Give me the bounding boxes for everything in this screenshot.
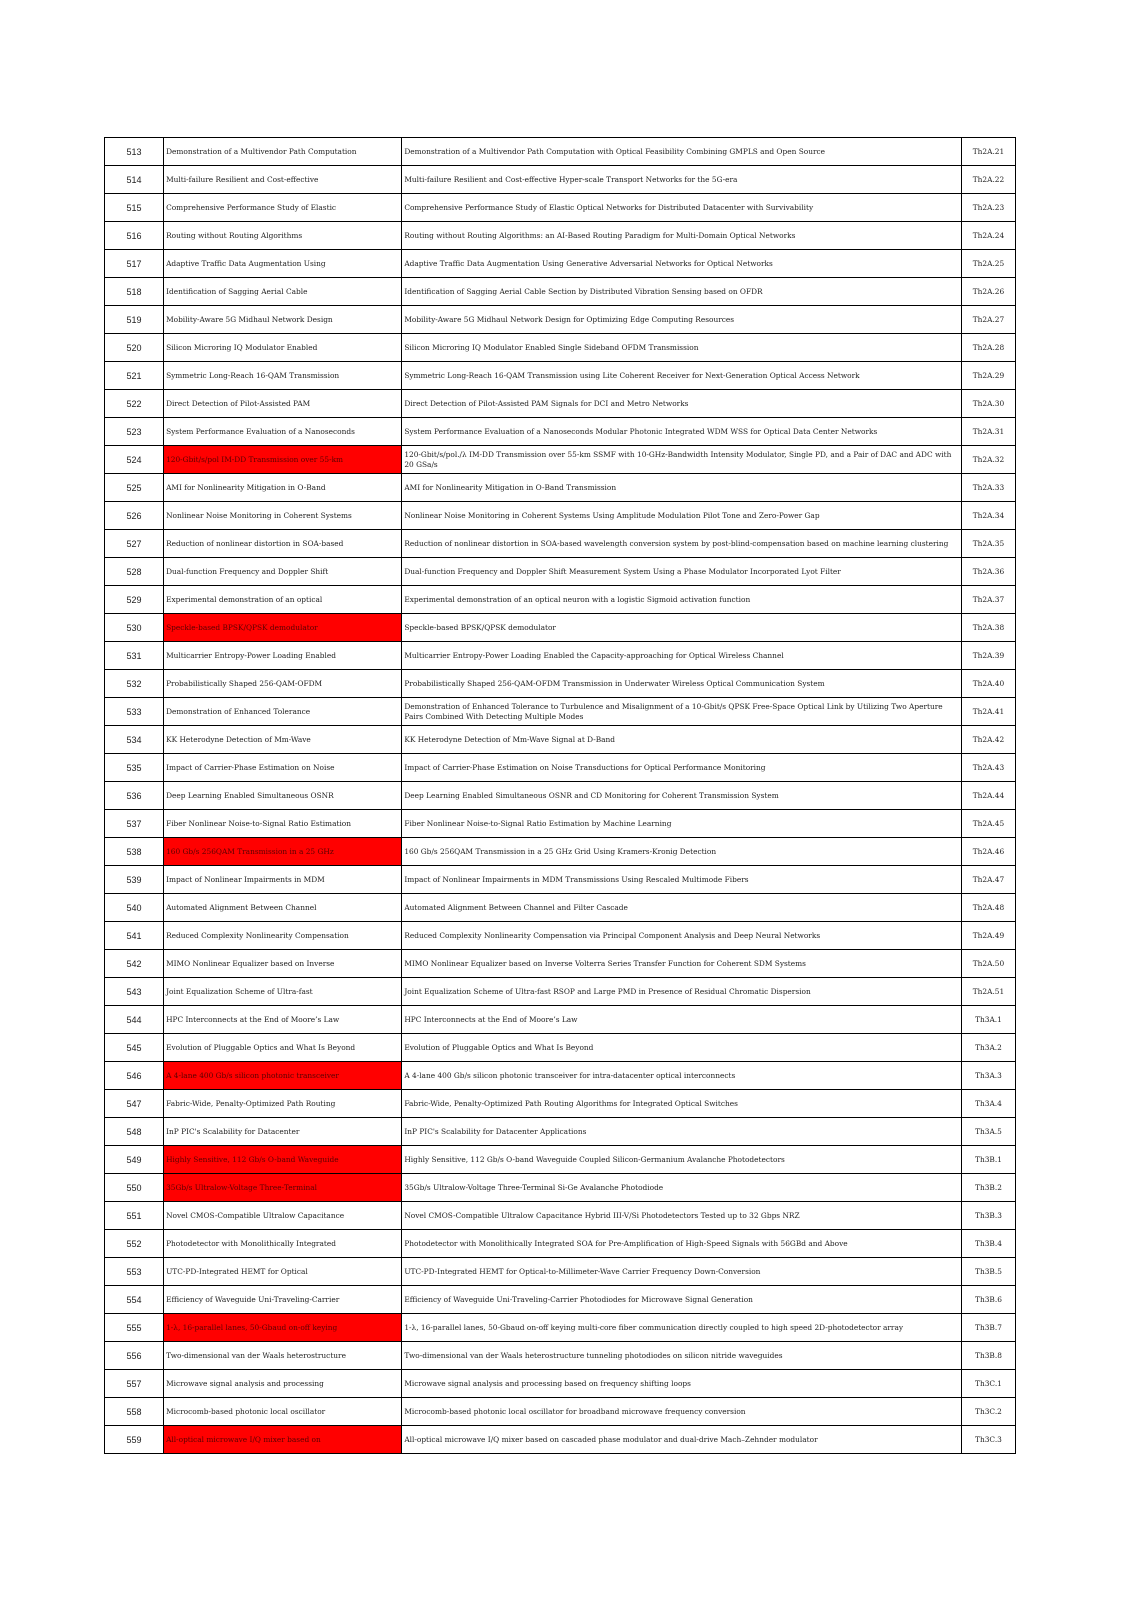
table-row xyxy=(105,1118,1016,1146)
table-row xyxy=(105,418,1016,446)
session-code-cell: Th3A.2 xyxy=(961,1034,1015,1062)
full-title-cell: Efficiency of Waveguide Uni-Traveling-Carrier Photodiodes for Microwave Signal Generation xyxy=(402,1286,962,1314)
short-title-cell: Comprehensive Performance Study of Elastic xyxy=(164,194,402,222)
table-row xyxy=(105,1426,1016,1454)
table-row xyxy=(105,474,1016,502)
row-number-cell: 520 xyxy=(105,334,164,362)
row-number-cell: 556 xyxy=(105,1342,164,1370)
short-title-cell: Identification of Sagging Aerial Cable xyxy=(164,278,402,306)
row-number-cell: 530 xyxy=(105,614,164,642)
row-number-cell: 549 xyxy=(105,1146,164,1174)
full-title-cell: 35Gb/s Ultralow-Voltage Three-Terminal Si-Ge Avalanche Photodiode xyxy=(402,1174,962,1202)
row-number-cell: 557 xyxy=(105,1370,164,1398)
session-code-cell: Th3B.1 xyxy=(961,1146,1015,1174)
session-code-cell: Th2A.44 xyxy=(961,782,1015,810)
table-row xyxy=(105,754,1016,782)
table-row xyxy=(105,362,1016,390)
short-title-cell: Dual-function Frequency and Doppler Shift xyxy=(164,558,402,586)
session-code-cell: Th2A.35 xyxy=(961,530,1015,558)
full-title-cell: Photodetector with Monolithically Integrated SOA for Pre-Amplification of High-Speed Signals with 56GBd and Above xyxy=(402,1230,962,1258)
session-code-cell: Th2A.36 xyxy=(961,558,1015,586)
short-title-cell: Efficiency of Waveguide Uni-Traveling-Carrier xyxy=(164,1286,402,1314)
table-row xyxy=(105,782,1016,810)
full-title-cell: Evolution of Pluggable Optics and What Is Beyond xyxy=(402,1034,962,1062)
table-row xyxy=(105,614,1016,642)
session-code-cell: Th2A.34 xyxy=(961,502,1015,530)
row-number-cell: 539 xyxy=(105,866,164,894)
row-number-cell: 527 xyxy=(105,530,164,558)
short-title-cell: Routing without Routing Algorithms xyxy=(164,222,402,250)
session-code-cell: Th2A.23 xyxy=(961,194,1015,222)
table-row xyxy=(105,1174,1016,1202)
full-title-cell: Microwave signal analysis and processing based on frequency shifting loops xyxy=(402,1370,962,1398)
table-row xyxy=(105,1286,1016,1314)
row-number-cell: 533 xyxy=(105,698,164,726)
row-number-cell: 552 xyxy=(105,1230,164,1258)
table-row xyxy=(105,810,1016,838)
session-code-cell: Th2A.47 xyxy=(961,866,1015,894)
full-title-cell: Probabilistically Shaped 256-QAM-OFDM Transmission in Underwater Wireless Optical Communication System xyxy=(402,670,962,698)
row-number-cell: 523 xyxy=(105,418,164,446)
session-code-cell: Th2A.38 xyxy=(961,614,1015,642)
table-row xyxy=(105,1342,1016,1370)
session-code-cell: Th3B.5 xyxy=(961,1258,1015,1286)
session-code-cell: Th2A.41 xyxy=(961,698,1015,726)
row-number-cell: 519 xyxy=(105,306,164,334)
table-row xyxy=(105,194,1016,222)
row-number-cell: 544 xyxy=(105,1006,164,1034)
session-code-cell: Th2A.37 xyxy=(961,586,1015,614)
row-number-cell: 542 xyxy=(105,950,164,978)
session-code-cell: Th2A.31 xyxy=(961,418,1015,446)
table-row xyxy=(105,670,1016,698)
table-row xyxy=(105,446,1016,474)
short-title-cell: Experimental demonstration of an optical xyxy=(164,586,402,614)
row-number-cell: 514 xyxy=(105,166,164,194)
full-title-cell: Demonstration of a Multivendor Path Computation with Optical Feasibility Combining GMPLS and Open Source xyxy=(402,138,962,166)
table-row xyxy=(105,278,1016,306)
row-number-cell: 531 xyxy=(105,642,164,670)
session-code-cell: Th2A.48 xyxy=(961,894,1015,922)
short-title-cell: Fiber Nonlinear Noise-to-Signal Ratio Estimation xyxy=(164,810,402,838)
row-number-cell: 535 xyxy=(105,754,164,782)
table-row xyxy=(105,1090,1016,1118)
session-code-cell: Th2A.24 xyxy=(961,222,1015,250)
session-code-cell: Th2A.50 xyxy=(961,950,1015,978)
short-title-cell: Novel CMOS-Compatible Ultralow Capacitance xyxy=(164,1202,402,1230)
row-number-cell: 548 xyxy=(105,1118,164,1146)
row-number-cell: 537 xyxy=(105,810,164,838)
table-row xyxy=(105,1202,1016,1230)
row-number-cell: 529 xyxy=(105,586,164,614)
table-row xyxy=(105,502,1016,530)
short-title-cell: Reduced Complexity Nonlinearity Compensation xyxy=(164,922,402,950)
row-number-cell: 546 xyxy=(105,1062,164,1090)
full-title-cell: Deep Learning Enabled Simultaneous OSNR and CD Monitoring for Coherent Transmission System xyxy=(402,782,962,810)
short-title-cell: Mobility-Aware 5G Midhaul Network Design xyxy=(164,306,402,334)
table-row xyxy=(105,558,1016,586)
full-title-cell: Fabric-Wide, Penalty-Optimized Path Routing Algorithms for Integrated Optical Switches xyxy=(402,1090,962,1118)
short-title-cell: Photodetector with Monolithically Integrated xyxy=(164,1230,402,1258)
full-title-cell: MIMO Nonlinear Equalizer based on Inverse Volterra Series Transfer Function for Coherent SDM Systems xyxy=(402,950,962,978)
session-code-cell: Th2A.49 xyxy=(961,922,1015,950)
session-code-cell: Th2A.26 xyxy=(961,278,1015,306)
table-row xyxy=(105,1370,1016,1398)
full-title-cell: Two-dimensional van der Waals heterostructure tunneling photodiodes on silicon nitride waveguides xyxy=(402,1342,962,1370)
full-title-cell: Routing without Routing Algorithms: an AI-Based Routing Paradigm for Multi-Domain Optical Networks xyxy=(402,222,962,250)
full-title-cell: Speckle-based BPSK/QPSK demodulator xyxy=(402,614,962,642)
row-number-cell: 545 xyxy=(105,1034,164,1062)
table-row xyxy=(105,222,1016,250)
short-title-cell: System Performance Evaluation of a Nanoseconds xyxy=(164,418,402,446)
session-code-cell: Th3B.6 xyxy=(961,1286,1015,1314)
session-code-cell: Th2A.51 xyxy=(961,978,1015,1006)
table-row xyxy=(105,1034,1016,1062)
full-title-cell: HPC Interconnects at the End of Moore’s Law xyxy=(402,1006,962,1034)
short-title-cell: InP PIC's Scalability for Datacenter xyxy=(164,1118,402,1146)
session-code-cell: Th2A.43 xyxy=(961,754,1015,782)
session-code-cell: Th2A.29 xyxy=(961,362,1015,390)
table-row xyxy=(105,726,1016,754)
table-row xyxy=(105,838,1016,866)
row-number-cell: 515 xyxy=(105,194,164,222)
session-code-cell: Th2A.22 xyxy=(961,166,1015,194)
row-number-cell: 524 xyxy=(105,446,164,474)
row-number-cell: 518 xyxy=(105,278,164,306)
short-title-cell: Deep Learning Enabled Simultaneous OSNR xyxy=(164,782,402,810)
row-number-cell: 559 xyxy=(105,1426,164,1454)
table-row xyxy=(105,530,1016,558)
short-title-cell: A 4-lane 400 Gb/s silicon photonic transceiver xyxy=(164,1062,402,1090)
full-title-cell: Multi-failure Resilient and Cost-effective Hyper-scale Transport Networks for the 5G-era xyxy=(402,166,962,194)
row-number-cell: 558 xyxy=(105,1398,164,1426)
short-title-cell: Adaptive Traffic Data Augmentation Using xyxy=(164,250,402,278)
short-title-cell: Nonlinear Noise Monitoring in Coherent Systems xyxy=(164,502,402,530)
session-code-cell: Th2A.40 xyxy=(961,670,1015,698)
short-title-cell: HPC Interconnects at the End of Moore’s Law xyxy=(164,1006,402,1034)
full-title-cell: InP PIC's Scalability for Datacenter Applications xyxy=(402,1118,962,1146)
row-number-cell: 550 xyxy=(105,1174,164,1202)
short-title-cell: Probabilistically Shaped 256-QAM-OFDM xyxy=(164,670,402,698)
short-title-cell: Direct Detection of Pilot-Assisted PAM xyxy=(164,390,402,418)
session-code-cell: Th2A.32 xyxy=(961,446,1015,474)
session-code-cell: Th2A.21 xyxy=(961,138,1015,166)
short-title-cell: 120-Gbit/s/pol IM-DD Transmission over 55-km xyxy=(164,446,402,474)
short-title-cell: Evolution of Pluggable Optics and What Is Beyond xyxy=(164,1034,402,1062)
short-title-cell: Impact of Nonlinear Impairments in MDM xyxy=(164,866,402,894)
short-title-cell: Fabric-Wide, Penalty-Optimized Path Routing xyxy=(164,1090,402,1118)
full-title-cell: 1-λ, 16-parallel lanes, 50-Gbaud on-off keying multi-core fiber communication directly coupled to high speed 2D-photodetector array xyxy=(402,1314,962,1342)
row-number-cell: 525 xyxy=(105,474,164,502)
row-number-cell: 541 xyxy=(105,922,164,950)
full-title-cell: Symmetric Long-Reach 16-QAM Transmission using Lite Coherent Receiver for Next-Generation Optical Access Network xyxy=(402,362,962,390)
session-code-cell: Th2A.28 xyxy=(961,334,1015,362)
short-title-cell: Multicarrier Entropy-Power Loading Enabled xyxy=(164,642,402,670)
table-row xyxy=(105,1314,1016,1342)
full-title-cell: Silicon Microring IQ Modulator Enabled Single Sideband OFDM Transmission xyxy=(402,334,962,362)
short-title-cell: Silicon Microring IQ Modulator Enabled xyxy=(164,334,402,362)
table-row xyxy=(105,306,1016,334)
full-title-cell: KK Heterodyne Detection of Mm-Wave Signal at D-Band xyxy=(402,726,962,754)
session-code-cell: Th3C.2 xyxy=(961,1398,1015,1426)
short-title-cell: Joint Equalization Scheme of Ultra-fast xyxy=(164,978,402,1006)
table-row xyxy=(105,1062,1016,1090)
session-code-cell: Th2A.27 xyxy=(961,306,1015,334)
table-row xyxy=(105,1258,1016,1286)
short-title-cell: 1-λ, 16-parallel lanes, 50-Gbaud on-off keying xyxy=(164,1314,402,1342)
full-title-cell: Impact of Carrier-Phase Estimation on Noise Transductions for Optical Performance Monitoring xyxy=(402,754,962,782)
session-code-cell: Th2A.30 xyxy=(961,390,1015,418)
short-title-cell: Highly Sensitive, 112 Gb/s O-band Waveguide xyxy=(164,1146,402,1174)
session-code-cell: Th3B.2 xyxy=(961,1174,1015,1202)
full-title-cell: Direct Detection of Pilot-Assisted PAM Signals for DCI and Metro Networks xyxy=(402,390,962,418)
row-number-cell: 521 xyxy=(105,362,164,390)
table-row xyxy=(105,1230,1016,1258)
table-row xyxy=(105,978,1016,1006)
table-row xyxy=(105,250,1016,278)
full-title-cell: Adaptive Traffic Data Augmentation Using Generative Adversarial Networks for Optical Networks xyxy=(402,250,962,278)
table-row xyxy=(105,894,1016,922)
table-row xyxy=(105,698,1016,726)
row-number-cell: 532 xyxy=(105,670,164,698)
row-number-cell: 517 xyxy=(105,250,164,278)
short-title-cell: Automated Alignment Between Channel xyxy=(164,894,402,922)
full-title-cell: Dual-function Frequency and Doppler Shift Measurement System Using a Phase Modulator Incorporated Lyot Filter xyxy=(402,558,962,586)
full-title-cell: Multicarrier Entropy-Power Loading Enabled the Capacity-approaching for Optical Wireless Channel xyxy=(402,642,962,670)
session-code-cell: Th2A.25 xyxy=(961,250,1015,278)
full-title-cell: Automated Alignment Between Channel and Filter Cascade xyxy=(402,894,962,922)
table-row xyxy=(105,950,1016,978)
table-row xyxy=(105,922,1016,950)
table-row xyxy=(105,1006,1016,1034)
table-row xyxy=(105,642,1016,670)
session-code-cell: Th3A.5 xyxy=(961,1118,1015,1146)
row-number-cell: 551 xyxy=(105,1202,164,1230)
short-title-cell: MIMO Nonlinear Equalizer based on Inverse xyxy=(164,950,402,978)
session-code-cell: Th2A.33 xyxy=(961,474,1015,502)
full-title-cell: A 4-lane 400 Gb/s silicon photonic transceiver for intra-datacenter optical interconnects xyxy=(402,1062,962,1090)
session-code-cell: Th2A.46 xyxy=(961,838,1015,866)
row-number-cell: 554 xyxy=(105,1286,164,1314)
session-code-cell: Th3C.3 xyxy=(961,1426,1015,1454)
session-code-cell: Th3A.3 xyxy=(961,1062,1015,1090)
full-title-cell: Reduced Complexity Nonlinearity Compensation via Principal Component Analysis and Deep Neural Networks xyxy=(402,922,962,950)
full-title-cell: Impact of Nonlinear Impairments in MDM Transmissions Using Rescaled Multimode Fibers xyxy=(402,866,962,894)
short-title-cell: Speckle-based BPSK/QPSK demodulator xyxy=(164,614,402,642)
full-title-cell: Nonlinear Noise Monitoring in Coherent Systems Using Amplitude Modulation Pilot Tone and Zero-Power Gap xyxy=(402,502,962,530)
table-row xyxy=(105,138,1016,166)
full-title-cell: Highly Sensitive, 112 Gb/s O-band Waveguide Coupled Silicon-Germanium Avalanche Photodetectors xyxy=(402,1146,962,1174)
row-number-cell: 543 xyxy=(105,978,164,1006)
session-code-cell: Th3B.7 xyxy=(961,1314,1015,1342)
table-row xyxy=(105,166,1016,194)
session-code-cell: Th2A.39 xyxy=(961,642,1015,670)
short-title-cell: KK Heterodyne Detection of Mm-Wave xyxy=(164,726,402,754)
full-title-cell: Novel CMOS-Compatible Ultralow Capacitance Hybrid III-V/Si Photodetectors Tested up to 32 Gbps NRZ xyxy=(402,1202,962,1230)
full-title-cell: AMI for Nonlinearity Mitigation in O-Band Transmission xyxy=(402,474,962,502)
short-title-cell: All-optical microwave I/Q mixer based on xyxy=(164,1426,402,1454)
full-title-cell: System Performance Evaluation of a Nanoseconds Modular Photonic Integrated WDM WSS for Optical Data Center Networks xyxy=(402,418,962,446)
short-title-cell: UTC-PD-Integrated HEMT for Optical xyxy=(164,1258,402,1286)
full-title-cell: Identification of Sagging Aerial Cable Section by Distributed Vibration Sensing based on OFDR xyxy=(402,278,962,306)
short-title-cell: Microcomb-based photonic local oscillator xyxy=(164,1398,402,1426)
short-title-cell: 160 Gb/s 256QAM Transmission in a 25 GHz xyxy=(164,838,402,866)
session-code-cell: Th3A.4 xyxy=(961,1090,1015,1118)
short-title-cell: Demonstration of a Multivendor Path Computation xyxy=(164,138,402,166)
table-row xyxy=(105,390,1016,418)
row-number-cell: 538 xyxy=(105,838,164,866)
short-title-cell: Impact of Carrier-Phase Estimation on Noise xyxy=(164,754,402,782)
full-title-cell: Demonstration of Enhanced Tolerance to Turbulence and Misalignment of a 10-Gbit/s QPSK Free-Space Optical Link by Utilizing Two Aperture Pairs Combined With Detecting Multiple Modes xyxy=(402,698,962,726)
table-body xyxy=(105,138,1016,1454)
full-title-cell: Joint Equalization Scheme of Ultra-fast RSOP and Large PMD in Presence of Residual Chromatic Dispersion xyxy=(402,978,962,1006)
row-number-cell: 522 xyxy=(105,390,164,418)
session-code-cell: Th3A.1 xyxy=(961,1006,1015,1034)
full-title-cell: UTC-PD-Integrated HEMT for Optical-to-Millimeter-Wave Carrier Frequency Down-Conversion xyxy=(402,1258,962,1286)
table-row xyxy=(105,586,1016,614)
short-title-cell: Reduction of nonlinear distortion in SOA-based xyxy=(164,530,402,558)
row-number-cell: 516 xyxy=(105,222,164,250)
short-title-cell: Microwave signal analysis and processing xyxy=(164,1370,402,1398)
short-title-cell: Multi-failure Resilient and Cost-effective xyxy=(164,166,402,194)
full-title-cell: Reduction of nonlinear distortion in SOA-based wavelength conversion system by post-blind-compensation based on machine learning clustering xyxy=(402,530,962,558)
table-row xyxy=(105,866,1016,894)
full-title-cell: Microcomb-based photonic local oscillator for broadband microwave frequency conversion xyxy=(402,1398,962,1426)
row-number-cell: 553 xyxy=(105,1258,164,1286)
row-number-cell: 526 xyxy=(105,502,164,530)
table-row xyxy=(105,1398,1016,1426)
row-number-cell: 513 xyxy=(105,138,164,166)
table-row xyxy=(105,334,1016,362)
session-code-cell: Th3B.3 xyxy=(961,1202,1015,1230)
full-title-cell: Experimental demonstration of an optical neuron with a logistic Sigmoid activation function xyxy=(402,586,962,614)
paper-list-table xyxy=(104,137,1016,1454)
row-number-cell: 555 xyxy=(105,1314,164,1342)
row-number-cell: 536 xyxy=(105,782,164,810)
short-title-cell: Demonstration of Enhanced Tolerance xyxy=(164,698,402,726)
full-title-cell: All-optical microwave I/Q mixer based on cascaded phase modulator and dual-drive Mach–Zehnder modulator xyxy=(402,1426,962,1454)
full-title-cell: 160 Gb/s 256QAM Transmission in a 25 GHz Grid Using Kramers-Kronig Detection xyxy=(402,838,962,866)
row-number-cell: 528 xyxy=(105,558,164,586)
full-title-cell: 120-Gbit/s/pol./λ IM-DD Transmission over 55-km SSMF with 10-GHz-Bandwidth Intensity Modulator, Single PD, and a Pair of DAC and ADC with 20 GSa/s xyxy=(402,446,962,474)
session-code-cell: Th2A.42 xyxy=(961,726,1015,754)
full-title-cell: Fiber Nonlinear Noise-to-Signal Ratio Estimation by Machine Learning xyxy=(402,810,962,838)
short-title-cell: Symmetric Long-Reach 16-QAM Transmission xyxy=(164,362,402,390)
short-title-cell: AMI for Nonlinearity Mitigation in O-Band xyxy=(164,474,402,502)
row-number-cell: 534 xyxy=(105,726,164,754)
short-title-cell: 35Gb/s Ultralow-Voltage Three-Terminal xyxy=(164,1174,402,1202)
full-title-cell: Comprehensive Performance Study of Elastic Optical Networks for Distributed Datacenter with Survivability xyxy=(402,194,962,222)
session-code-cell: Th3B.8 xyxy=(961,1342,1015,1370)
table-row xyxy=(105,1146,1016,1174)
session-code-cell: Th3C.1 xyxy=(961,1370,1015,1398)
row-number-cell: 547 xyxy=(105,1090,164,1118)
row-number-cell: 540 xyxy=(105,894,164,922)
short-title-cell: Two-dimensional van der Waals heterostructure xyxy=(164,1342,402,1370)
full-title-cell: Mobility-Aware 5G Midhaul Network Design for Optimizing Edge Computing Resources xyxy=(402,306,962,334)
session-code-cell: Th2A.45 xyxy=(961,810,1015,838)
session-code-cell: Th3B.4 xyxy=(961,1230,1015,1258)
